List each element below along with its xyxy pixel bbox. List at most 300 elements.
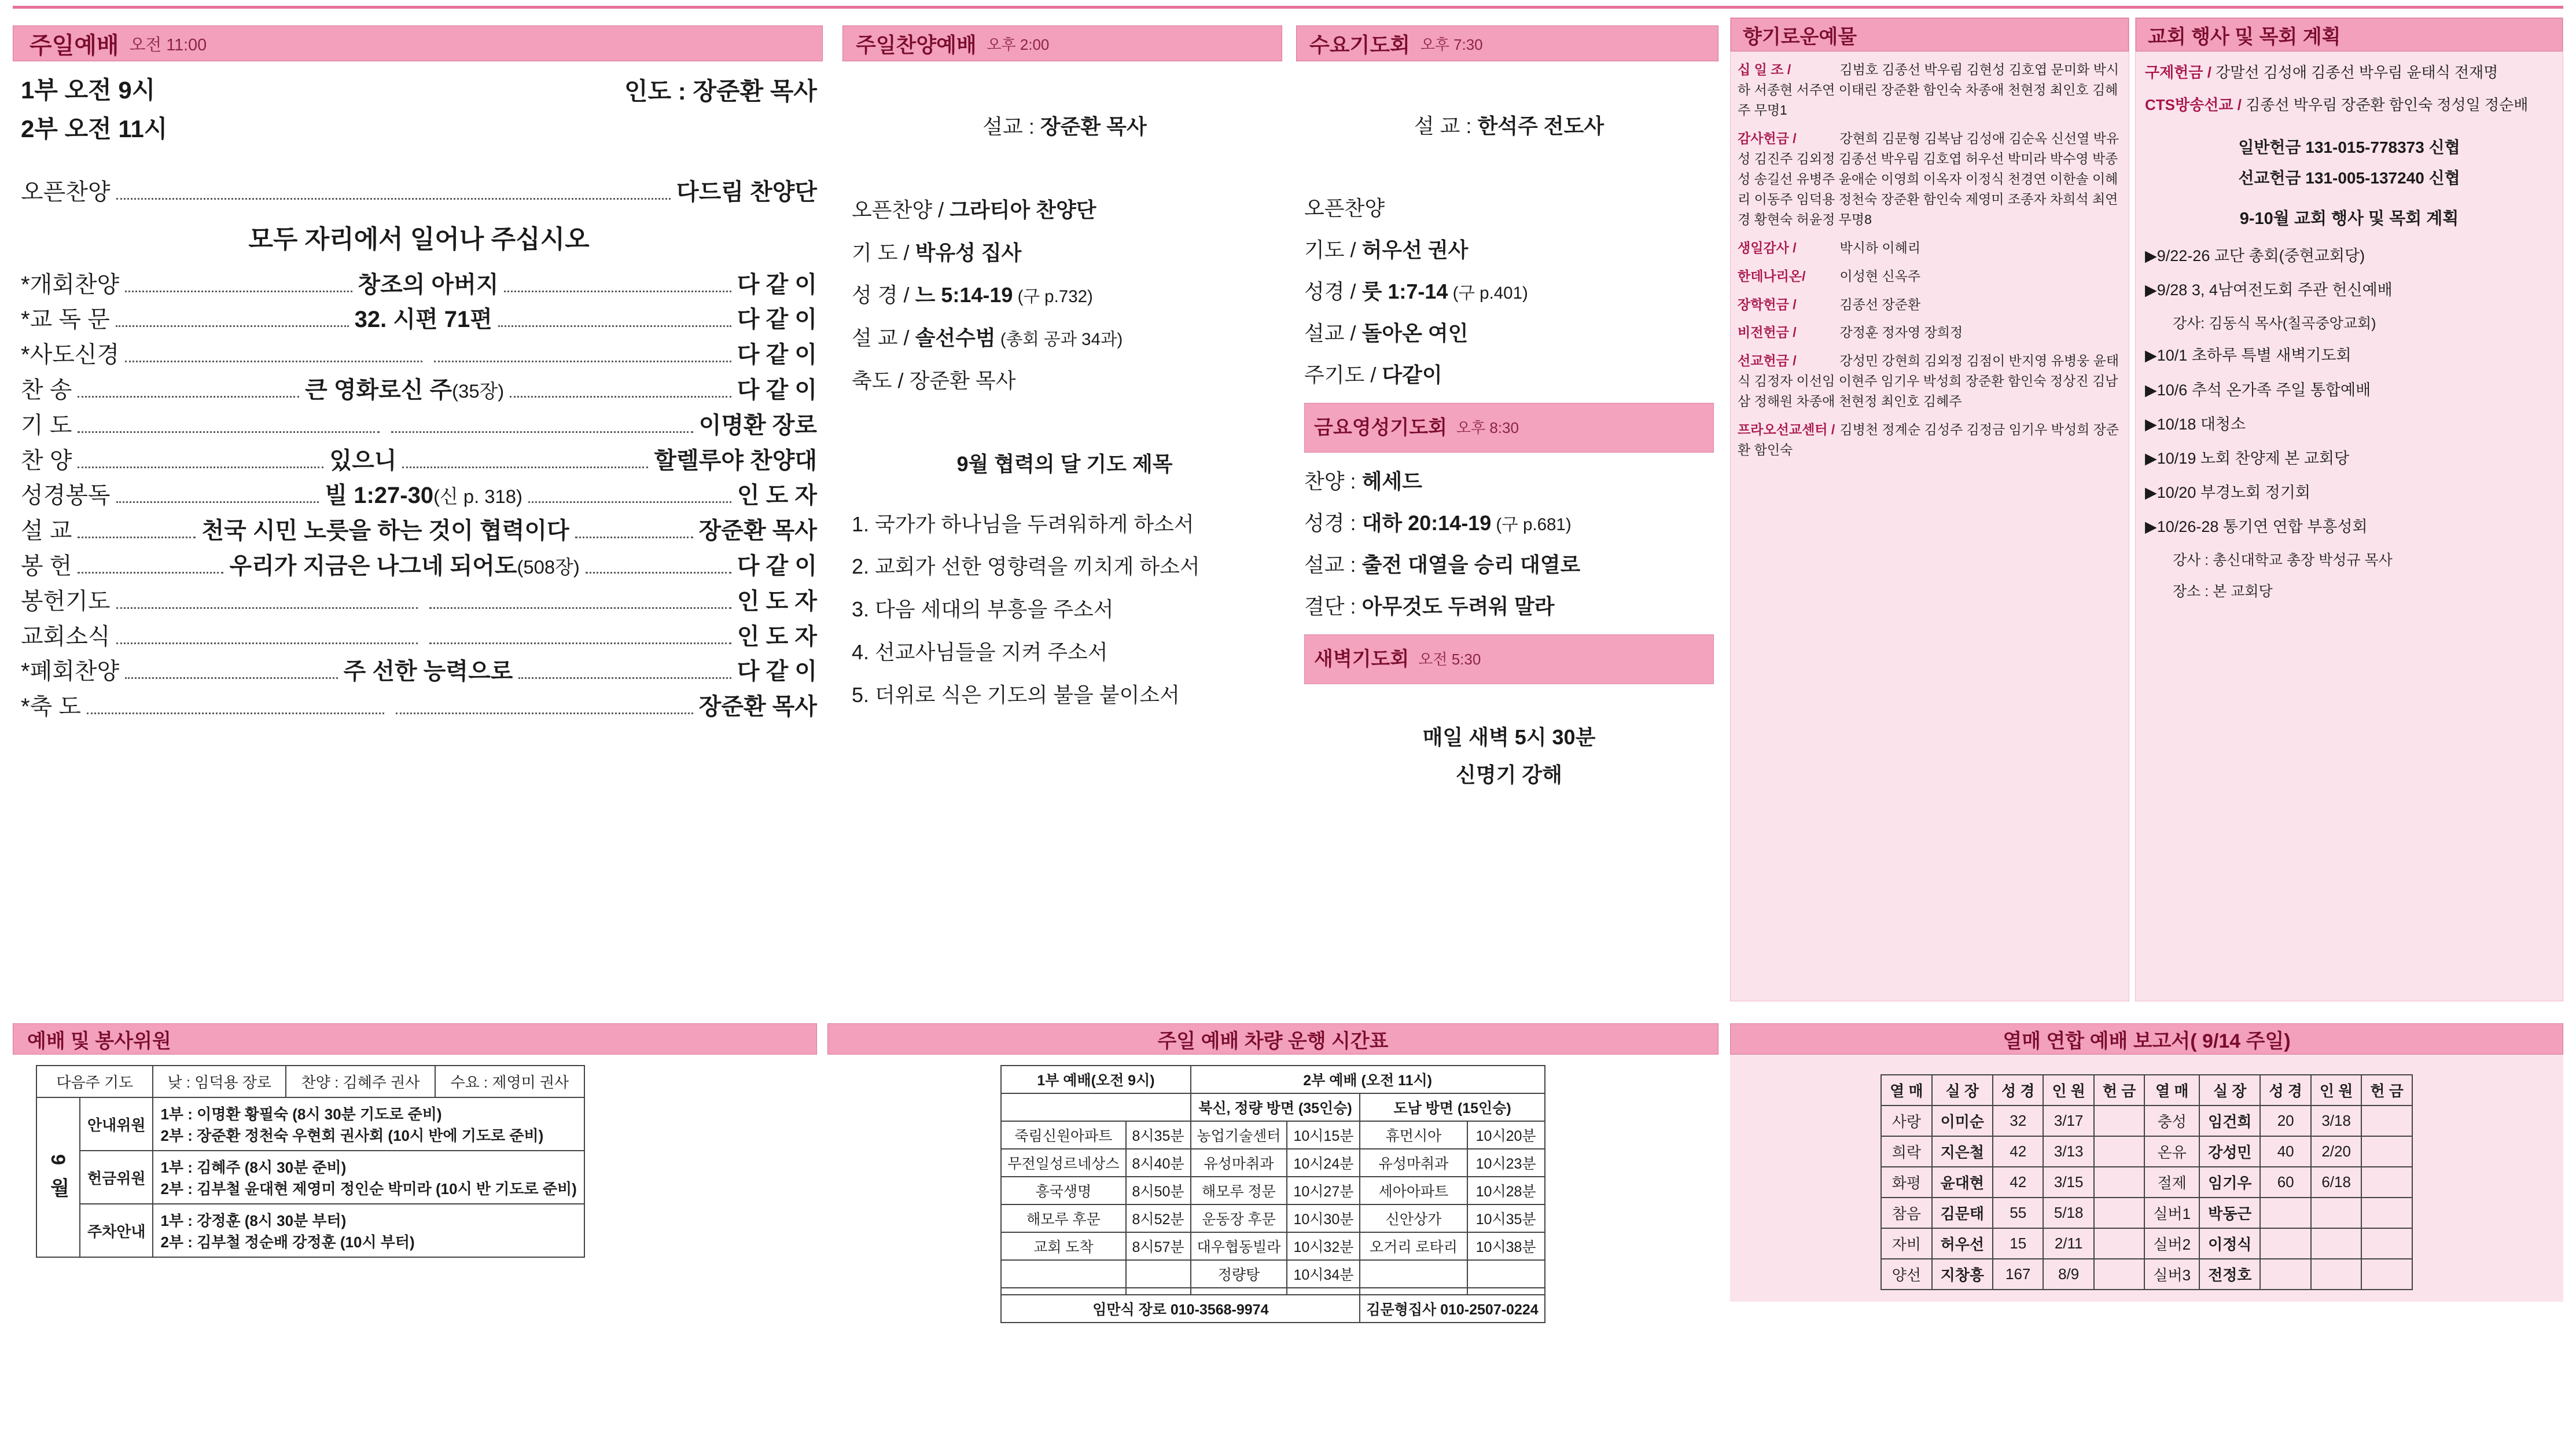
shuttle-time-mid: 10시15분	[1287, 1121, 1360, 1149]
dot-leader	[78, 572, 223, 574]
order-value-ref: (508장)	[517, 556, 580, 578]
report-row	[1881, 1198, 2412, 1228]
committee-detail-2	[153, 1204, 584, 1257]
shuttle-time-left: 8시57분	[1126, 1232, 1191, 1260]
church-plan-panel	[2135, 17, 2563, 1001]
report-table-wrap	[1730, 1055, 2563, 1302]
committee-panel	[13, 1023, 817, 1258]
report-col-header: 실 장	[2199, 1075, 2260, 1106]
wednesday-order-list	[1304, 188, 1714, 396]
report-row	[1881, 1167, 2412, 1198]
shuttle-contact-left: 임만식 장로 010-3568-9974	[1001, 1295, 1360, 1323]
praise-worship-panel	[842, 25, 1282, 717]
open-praise-row	[21, 176, 817, 209]
praise-order-value: 솔선수범	[915, 326, 996, 350]
report-col-header: 열 매	[1881, 1075, 1931, 1106]
shuttle-row	[1001, 1149, 1544, 1177]
plan-item: ▶10/26-28 통기연 연합 부흥성회	[2145, 518, 2368, 536]
wednesday-body	[1296, 61, 1718, 794]
sunday-service-times	[21, 71, 817, 148]
order-by: 인 도 자	[737, 483, 818, 509]
plan-item: ▶10/18 대청소	[2145, 415, 2246, 433]
report-col-header: 헌 금	[2094, 1075, 2144, 1106]
offering-group-names: 박시하 이혜리	[1836, 240, 1921, 255]
report-cell: 양선	[1881, 1259, 1931, 1290]
offering-group-label: 감사헌금 /	[1738, 130, 1797, 146]
report-cell	[2094, 1106, 2144, 1136]
shuttle-stop-left: 해모루 후문	[1001, 1204, 1125, 1232]
report-cell: 3/17	[2043, 1106, 2093, 1136]
report-cell: 김문태	[1932, 1198, 1993, 1228]
friday-order-list	[1304, 461, 1714, 627]
order-row	[21, 585, 817, 618]
order-value: 주 선한 능력으로	[343, 659, 513, 685]
top-rule	[13, 6, 2563, 9]
offerings-list	[1731, 52, 2129, 476]
report-cell	[2094, 1167, 2144, 1198]
report-col-header: 인 원	[2311, 1075, 2361, 1106]
shuttle-row	[1001, 1204, 1544, 1232]
report-cell: 32	[1993, 1106, 2043, 1136]
dot-leader	[125, 361, 422, 362]
wednesday-order-row-value: 돌아온 여인	[1361, 321, 1469, 345]
order-row	[21, 409, 817, 442]
offering-group-names: 김종선 장준환	[1836, 296, 1921, 312]
order-by: 장준환 목사	[698, 518, 817, 544]
prayer-item: 1. 국가가 하나님을 두려워하게 하소서	[852, 512, 1194, 536]
order-label: *사도신경	[21, 342, 120, 368]
shuttle-stop-mid: 대우협동빌라	[1191, 1232, 1287, 1260]
service-2: 2부 오전 11시	[21, 115, 168, 143]
order-label: 성경봉독	[21, 483, 111, 509]
report-cell: 3/13	[2043, 1136, 2093, 1167]
order-row	[21, 445, 817, 478]
offering-group-label: 선교헌금 /	[1738, 353, 1797, 369]
order-row	[21, 374, 817, 407]
prayer-item: 5. 더위로 식은 기도의 불을 붙이소서	[852, 682, 1180, 707]
offering-group-label: 생일감사 /	[1738, 240, 1797, 255]
plan-item: ▶9/28 3, 4남여전도회 주관 헌신예배	[2145, 281, 2393, 299]
shuttle-head-row	[1001, 1066, 1544, 1093]
report-row	[1881, 1259, 2412, 1290]
report-cell	[2311, 1228, 2361, 1259]
dot-leader	[510, 396, 731, 398]
friday-prayer-header	[1304, 403, 1714, 453]
plan-item: ▶10/19 노회 찬양제 본 교회당	[2145, 449, 2350, 467]
praise-preacher-label: 설교 :	[982, 115, 1035, 138]
report-cell	[2094, 1259, 2144, 1290]
shuttle-time-right	[1467, 1260, 1545, 1288]
offering-group	[1738, 60, 2122, 120]
shuttle-route-2: 도남 방면 (15인승)	[1360, 1093, 1544, 1121]
order-value: 32. 시편 71편	[354, 307, 492, 333]
order-value: 창조의 아버지	[358, 271, 499, 298]
wednesday-order-row	[1304, 313, 1714, 354]
dot-leader	[402, 467, 648, 468]
report-cell: 55	[1993, 1198, 2043, 1228]
shuttle-stop-mid	[1191, 1288, 1287, 1295]
committee-detail-0	[153, 1097, 584, 1151]
plan-section-title: 9-10월 교회 행사 및 목회 계획	[2239, 209, 2459, 228]
shuttle-time-right: 10시23분	[1467, 1149, 1545, 1177]
shuttle-time-mid: 10시27분	[1287, 1177, 1360, 1204]
committee-detail-0-line1: 1부 : 이명환 황필숙 (8시 30분 기도로 준비)	[160, 1106, 442, 1123]
dawn-prayer-title: 새벽기도회	[1314, 648, 1410, 670]
plan-offering-group	[2145, 61, 2553, 85]
praise-worship-title: 주일찬양예배	[856, 32, 977, 57]
order-value: 빌 1:27-30	[325, 483, 434, 509]
leader-name: 장준환 목사	[693, 78, 817, 105]
report-cell	[2260, 1198, 2310, 1228]
shuttle-row	[1001, 1121, 1544, 1149]
friday-order-row	[1304, 502, 1714, 544]
report-cell: 박동근	[2199, 1198, 2260, 1228]
report-cell: 2/20	[2311, 1136, 2361, 1167]
shuttle-time-left	[1126, 1288, 1191, 1295]
plan-item: ▶10/6 추석 온가족 주일 통합예배	[2145, 381, 2371, 399]
praise-order-value: 그라티아 찬양단	[950, 197, 1096, 222]
plan-offering-label: CTS방송선교 /	[2145, 96, 2242, 113]
wednesday-order-row-label: 성경 /	[1304, 280, 1362, 303]
committee-detail-2-line1: 1부 : 강정훈 (8시 30분 부터)	[160, 1212, 347, 1229]
offering-group	[1738, 295, 2122, 315]
committee-month: 9 월	[36, 1097, 80, 1257]
plan-item-sub: 강사: 김동식 목사(칠곡중앙교회)	[2173, 315, 2376, 332]
report-cell: 167	[1993, 1259, 2043, 1290]
praise-worship-header	[842, 25, 1282, 61]
report-cell: 화평	[1881, 1167, 1931, 1198]
offerings-panel	[1730, 17, 2129, 1001]
praise-order-ref: (구 p.732)	[1013, 287, 1093, 307]
report-cell	[2260, 1259, 2310, 1290]
shuttle-stop-right	[1360, 1288, 1467, 1295]
shuttle-stop-mid: 해모루 정문	[1191, 1177, 1287, 1204]
dawn-prayer-header	[1304, 634, 1714, 684]
stand-notice: 모두 자리에서 일어나 주십시오	[248, 225, 590, 254]
dot-leader	[78, 537, 196, 538]
dot-leader	[116, 642, 418, 644]
dot-leader	[78, 467, 323, 468]
offering-group-names: 김범호 김종선 박우림 김현성 김호엽 문미화 박시하 서종현 서주연 이태린 장준환 함인숙 차종애 천현정 최인호 김혜주 무명1	[1738, 62, 2119, 117]
church-plan-title: 교회 행사 및 목회 계획	[2148, 25, 2341, 48]
wednesday-preacher-name: 한석주 전도사	[1477, 114, 1605, 138]
order-by: 다 같 이	[737, 553, 817, 579]
wednesday-panel	[1296, 25, 1718, 794]
plan-item-sub: 강사 : 총신대학교 총장 박성규 목사	[2173, 552, 2393, 569]
friday-prayer-title: 금요영성기도회	[1314, 417, 1447, 439]
report-col-header: 헌 금	[2361, 1075, 2412, 1106]
plan-item-list	[2145, 244, 2553, 604]
order-by: 다 같 이	[737, 377, 817, 403]
offering-group	[1738, 322, 2122, 343]
shuttle-time-mid: 10시30분	[1287, 1204, 1360, 1232]
committee-role-1: 헌금위원	[80, 1151, 153, 1204]
shuttle-stop-right: 세아아파트	[1360, 1177, 1467, 1204]
offering-group-names: 이성현 신옥주	[1836, 268, 1921, 284]
sunday-worship-body	[13, 61, 823, 723]
leader-label: 인도 :	[624, 78, 686, 105]
plan-item: ▶10/1 초하루 특별 새벽기도회	[2145, 347, 2351, 365]
shuttle-header	[827, 1023, 1718, 1055]
dot-leader	[116, 607, 418, 609]
prayer-topic-list	[852, 503, 1278, 717]
report-cell: 2/11	[2043, 1228, 2093, 1259]
shuttle-time-mid	[1287, 1288, 1360, 1295]
shuttle-stop-right: 휴먼시아	[1360, 1121, 1467, 1149]
offering-group	[1738, 128, 2122, 230]
praise-order-value: 느 5:14-19	[915, 283, 1013, 307]
friday-order-row-label: 성경 :	[1304, 511, 1362, 535]
report-cell: 3/15	[2043, 1167, 2093, 1198]
praise-worship-body	[842, 61, 1282, 717]
wednesday-order-row-label: 주기도 /	[1304, 363, 1382, 387]
order-by: 인 도 자	[737, 588, 817, 614]
order-value: 있으니	[329, 447, 397, 473]
wednesday-order-row	[1304, 354, 1714, 396]
report-cell	[2361, 1167, 2412, 1198]
order-value: 우리가 지금은 나그네 되어도	[229, 553, 517, 579]
committee-header	[13, 1023, 817, 1055]
report-cell: 온유	[2144, 1136, 2199, 1167]
shuttle-stop-left: 죽림신원아파트	[1001, 1121, 1125, 1149]
friday-order-row	[1304, 586, 1714, 627]
committee-table	[36, 1065, 585, 1258]
church-plan-header	[2136, 18, 2563, 52]
dawn-prayer-info	[1304, 719, 1714, 794]
service-1: 1부 오전 9시	[21, 76, 156, 104]
report-col-header: 성 경	[1993, 1075, 2043, 1106]
praise-order-row	[852, 359, 1278, 402]
shuttle-stop-right: 오거리 로타리	[1360, 1232, 1467, 1260]
order-label: 기 도	[21, 412, 72, 438]
report-cell: 8/9	[2043, 1259, 2093, 1290]
offering-group-label: 프라오선교센터 /	[1738, 422, 1835, 438]
order-label: 봉 헌	[21, 553, 72, 579]
committee-detail-2-line2: 2부 : 김부철 정순배 강정훈 (10시 부터)	[160, 1233, 415, 1251]
friday-order-row-ref: (구 p.681)	[1491, 515, 1572, 534]
shuttle-stop-mid: 농업기술센터	[1191, 1121, 1287, 1149]
dot-leader	[504, 291, 731, 292]
dot-leader	[116, 501, 319, 503]
report-cell: 사랑	[1881, 1106, 1931, 1136]
dot-leader	[78, 431, 380, 433]
order-label: *개회찬양	[21, 271, 120, 298]
sunday-worship-time: 오전 11:00	[129, 35, 207, 54]
shuttle-stop-left: 교회 도착	[1001, 1232, 1125, 1260]
report-cell: 강성민	[2199, 1136, 2260, 1167]
report-cell: 전정호	[2199, 1259, 2260, 1290]
order-label: 설 교	[21, 518, 72, 544]
dot-leader	[498, 325, 731, 327]
shuttle-head-1: 1부 예배(오전 9시)	[1001, 1066, 1190, 1093]
wednesday-preacher-label: 설 교 :	[1414, 114, 1472, 138]
shuttle-stop-left: 흥국생명	[1001, 1177, 1125, 1204]
report-cell: 절제	[2144, 1167, 2199, 1198]
shuttle-row	[1001, 1177, 1544, 1204]
order-by: 이명환 장로	[698, 412, 818, 438]
shuttle-stop-right: 신안상가	[1360, 1204, 1467, 1232]
committee-head-row	[36, 1066, 584, 1097]
offerings-header	[1731, 18, 2129, 52]
shuttle-table	[1000, 1065, 1545, 1323]
committee-row	[36, 1151, 584, 1204]
open-praise-value: 다드림 찬양단	[676, 179, 817, 205]
shuttle-time-right: 10시28분	[1467, 1177, 1545, 1204]
shuttle-time-left: 8시50분	[1126, 1177, 1191, 1204]
wednesday-order-row-ref: (구 p.401)	[1448, 284, 1528, 303]
report-cell: 지창흥	[1932, 1259, 1993, 1290]
dot-leader	[116, 198, 671, 200]
order-by: 인 도 자	[737, 623, 817, 649]
order-by: 다 같 이	[737, 307, 817, 333]
wednesday-order-row-value: 허우선 권사	[1361, 238, 1469, 262]
plan-item: ▶9/22-26 교단 총회(중현교회당)	[2145, 247, 2365, 265]
order-row	[21, 691, 817, 723]
prayer-item: 3. 다음 세대의 부흥을 주소서	[852, 597, 1114, 622]
prayer-topic-title: 9월 협력의 달 기도 제목	[956, 451, 1173, 476]
report-cell: 임기우	[2199, 1167, 2260, 1198]
report-cell: 20	[2260, 1106, 2310, 1136]
praise-order-label: 축도 /	[852, 368, 910, 392]
friday-order-row	[1304, 544, 1714, 586]
offering-group-names: 강성민 강현희 김외정 김점이 반지영 유병웅 윤태식 김정자 이선임 이현주 임기우 박성희 장준환 함인숙 정상진 김남삼 정해원 차종애 천현정 최인호 김혜주	[1738, 353, 2119, 409]
open-praise-label: 오픈찬양	[21, 179, 111, 205]
report-cell: 지은철	[1932, 1136, 1993, 1167]
order-by: 할렐루야 찬양대	[654, 447, 818, 473]
friday-prayer-time: 오후 8:30	[1456, 419, 1519, 436]
shuttle-time-right	[1467, 1288, 1545, 1295]
shuttle-stop-mid: 정량탕	[1191, 1260, 1287, 1288]
praise-worship-time: 오후 2:00	[987, 36, 1050, 53]
report-cell	[2361, 1136, 2412, 1167]
committee-role-2: 주차안내	[80, 1204, 153, 1257]
account-line: 일반헌금 131-015-778373 신협	[2238, 138, 2460, 157]
report-cell	[2311, 1259, 2361, 1290]
friday-order-row-label: 찬양 :	[1304, 469, 1362, 493]
order-value-ref: (35장)	[452, 380, 505, 402]
committee-row	[36, 1097, 584, 1151]
plan-offering-names: 강말선 김성애 김종선 박우림 윤태식 전재명	[2211, 64, 2498, 81]
wednesday-time: 오후 7:30	[1420, 36, 1483, 53]
committee-head-3: 수요 : 제영미 권사	[435, 1066, 584, 1097]
wednesday-title: 수요기도회	[1309, 32, 1410, 57]
report-cell	[2094, 1198, 2144, 1228]
report-cell: 이정식	[2199, 1228, 2260, 1259]
shuttle-stop-mid: 운동장 후문	[1191, 1204, 1287, 1232]
shuttle-subhead-row	[1001, 1093, 1544, 1121]
committee-head-0: 다음주 기도	[36, 1066, 153, 1097]
shuttle-time-left	[1126, 1260, 1191, 1288]
order-row	[21, 303, 817, 336]
dot-leader	[396, 713, 693, 714]
praise-order-label: 오픈찬양 /	[852, 197, 950, 222]
report-cell: 이미순	[1932, 1106, 1993, 1136]
wednesday-order-row-value: 다같이	[1382, 363, 1442, 387]
order-value: 천국 시민 노릇을 하는 것이 협력이다	[201, 518, 569, 544]
wednesday-order-row	[1304, 188, 1714, 229]
shuttle-time-mid: 10시34분	[1287, 1260, 1360, 1288]
dot-leader	[125, 291, 352, 292]
report-cell: 실버1	[2144, 1198, 2199, 1228]
shuttle-time-left: 8시35분	[1126, 1121, 1191, 1149]
shuttle-stop-left	[1001, 1260, 1125, 1288]
prayer-item: 2. 교회가 선한 영향력을 끼치게 하소서	[852, 554, 1200, 579]
committee-role-0: 안내위원	[80, 1097, 153, 1151]
praise-order-row	[852, 232, 1278, 274]
shuttle-stop-left	[1001, 1288, 1125, 1295]
order-by: 다 같 이	[737, 342, 818, 368]
sunday-worship-panel	[13, 25, 823, 726]
report-col-header: 실 장	[1932, 1075, 1993, 1106]
report-cell	[2260, 1228, 2310, 1259]
report-cell: 윤대현	[1932, 1167, 1993, 1198]
report-row	[1881, 1228, 2412, 1259]
dot-leader	[434, 361, 731, 362]
offering-group-names: 강현희 김문형 김복남 김성애 김순옥 신선열 박유성 김진주 김외정 김종선 박우림 김호엽 허우선 박미라 박수영 박종성 송길선 유병주 윤애순 이영희 이옥자 이정식 천경연 이한솔 이혜리 이동주 임덕용 정천숙 장준환 함인숙 제영미 조종자 차희석 최연경 황현숙 허윤정 무명8	[1738, 130, 2119, 227]
report-col-header: 인 원	[2043, 1075, 2093, 1106]
plan-item-sub: 장소 : 본 교회당	[2173, 583, 2273, 600]
friday-order-row-value: 아무것도 두려워 말라	[1361, 594, 1555, 618]
praise-order-row	[852, 189, 1278, 232]
committee-title: 예배 및 봉사위원	[27, 1030, 171, 1052]
praise-order-list	[852, 189, 1278, 402]
report-cell: 실버3	[2144, 1259, 2199, 1290]
order-value-ref: (신 p. 318)	[433, 486, 522, 508]
sunday-worship-title: 주일예배	[30, 32, 119, 58]
shuttle-row	[1001, 1232, 1544, 1260]
dot-leader	[518, 677, 731, 679]
report-cell: 실버2	[2144, 1228, 2199, 1259]
wednesday-header	[1296, 25, 1718, 61]
plan-offering-group	[2145, 93, 2553, 117]
report-cell: 6/18	[2311, 1167, 2361, 1198]
report-cell: 임건희	[2199, 1106, 2260, 1136]
offering-group-label: 비전헌금 /	[1738, 325, 1797, 340]
order-label: *폐회찬양	[21, 659, 120, 685]
order-label: *축 도	[21, 694, 81, 720]
sunday-worship-header	[13, 25, 823, 61]
report-title: 열매 연합 예배 보고서( 9/14 주일)	[2003, 1030, 2291, 1052]
praise-order-value: 장준환 목사	[909, 368, 1016, 392]
report-cell: 5/18	[2043, 1198, 2093, 1228]
shuttle-head-2: 2부 예배 (오전 11시)	[1191, 1066, 1545, 1093]
shuttle-time-left: 8시40분	[1126, 1149, 1191, 1177]
plan-offering-label: 구제헌금 /	[2145, 64, 2211, 81]
order-row	[21, 550, 817, 583]
friday-order-row-value: 헤세드	[1361, 469, 1422, 493]
dot-leader	[87, 713, 384, 714]
account-line: 선교헌금 131-005-137240 신협	[2238, 169, 2460, 188]
account-numbers	[2145, 132, 2553, 193]
committee-detail-0-line2: 2부 : 장준환 정천숙 우현회 권사회 (10시 반에 기도로 준비)	[160, 1127, 544, 1144]
report-cell: 42	[1993, 1167, 2043, 1198]
committee-row	[36, 1204, 584, 1257]
dawn-line-2: 신명기 강해	[1456, 762, 1562, 787]
order-row	[21, 479, 817, 512]
church-plan-body	[2136, 52, 2563, 620]
friday-order-row-label: 결단 :	[1304, 594, 1362, 618]
report-cell	[2361, 1259, 2412, 1290]
shuttle-stop-right	[1360, 1260, 1467, 1288]
shuttle-blank	[1001, 1093, 1190, 1121]
praise-order-label: 기 도 /	[852, 240, 915, 265]
prayer-item: 4. 선교사님들을 지켜 주소서	[852, 640, 1108, 664]
praise-order-value: 박유성 집사	[915, 240, 1022, 265]
dot-leader	[391, 431, 693, 433]
report-cell: 충성	[2144, 1106, 2199, 1136]
committee-detail-1	[153, 1151, 584, 1204]
dot-leader	[575, 537, 693, 538]
